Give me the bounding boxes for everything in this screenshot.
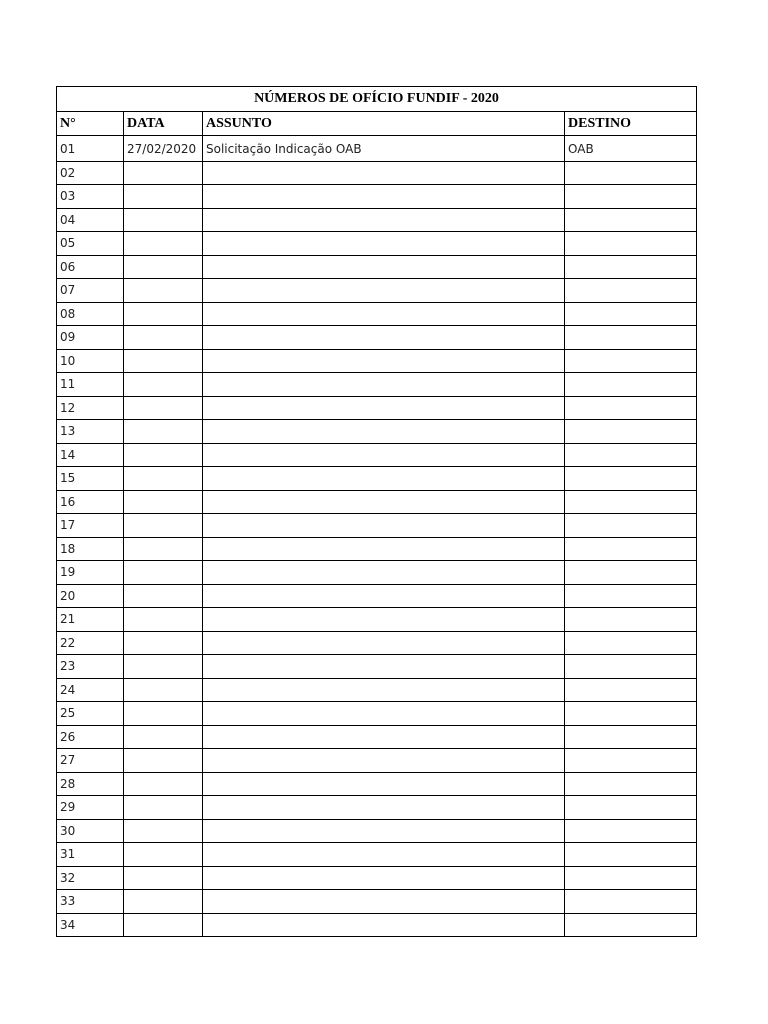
cell-number: 26 (57, 725, 124, 749)
cell-date (124, 725, 203, 749)
oficio-log-table (56, 86, 697, 937)
table-row (57, 255, 697, 279)
cell-destination (565, 655, 697, 679)
cell-number: 04 (57, 208, 124, 232)
cell-destination (565, 772, 697, 796)
cell-date (124, 255, 203, 279)
cell-subject (203, 772, 565, 796)
cell-number: 05 (57, 232, 124, 256)
cell-number: 24 (57, 678, 124, 702)
cell-number: 22 (57, 631, 124, 655)
cell-number: 29 (57, 796, 124, 820)
cell-destination (565, 725, 697, 749)
cell-subject (203, 796, 565, 820)
table-row (57, 208, 697, 232)
cell-number: 03 (57, 185, 124, 209)
cell-date (124, 373, 203, 397)
table-row (57, 136, 697, 162)
cell-subject (203, 467, 565, 491)
cell-destination (565, 749, 697, 773)
table-row (57, 161, 697, 185)
cell-subject (203, 561, 565, 585)
cell-date (124, 749, 203, 773)
cell-number: 32 (57, 866, 124, 890)
cell-date (124, 819, 203, 843)
cell-destination (565, 302, 697, 326)
cell-destination (565, 678, 697, 702)
cell-subject (203, 819, 565, 843)
column-header-date: DATA (124, 112, 203, 136)
cell-number: 18 (57, 537, 124, 561)
cell-subject (203, 631, 565, 655)
cell-destination (565, 373, 697, 397)
cell-number: 31 (57, 843, 124, 867)
header-row (57, 112, 697, 136)
cell-subject (203, 185, 565, 209)
cell-subject (203, 349, 565, 373)
cell-destination (565, 537, 697, 561)
cell-subject (203, 655, 565, 679)
cell-destination (565, 913, 697, 937)
table-row (57, 232, 697, 256)
table-row (57, 843, 697, 867)
cell-number: 10 (57, 349, 124, 373)
cell-date (124, 843, 203, 867)
cell-destination (565, 255, 697, 279)
cell-subject (203, 702, 565, 726)
table-row (57, 514, 697, 538)
cell-destination (565, 232, 697, 256)
table-body (57, 136, 697, 937)
cell-number: 20 (57, 584, 124, 608)
table-row (57, 866, 697, 890)
cell-subject (203, 749, 565, 773)
cell-subject (203, 843, 565, 867)
cell-number: 01 (57, 136, 124, 162)
cell-destination: OAB (565, 136, 697, 162)
table-row (57, 913, 697, 937)
cell-destination (565, 326, 697, 350)
cell-number: 13 (57, 420, 124, 444)
cell-subject (203, 537, 565, 561)
cell-number: 06 (57, 255, 124, 279)
cell-date (124, 302, 203, 326)
table-row (57, 326, 697, 350)
cell-subject (203, 584, 565, 608)
cell-number: 34 (57, 913, 124, 937)
cell-subject (203, 490, 565, 514)
cell-subject (203, 279, 565, 303)
cell-subject (203, 232, 565, 256)
cell-number: 19 (57, 561, 124, 585)
cell-number: 17 (57, 514, 124, 538)
cell-date (124, 608, 203, 632)
cell-destination (565, 467, 697, 491)
cell-number: 23 (57, 655, 124, 679)
cell-subject (203, 514, 565, 538)
title-row (57, 87, 697, 112)
cell-destination (565, 420, 697, 444)
cell-subject (203, 373, 565, 397)
column-header-destination: DESTINO (565, 112, 697, 136)
table-row (57, 678, 697, 702)
cell-date (124, 890, 203, 914)
cell-subject (203, 420, 565, 444)
cell-date (124, 349, 203, 373)
cell-subject (203, 443, 565, 467)
table-row (57, 749, 697, 773)
cell-destination (565, 819, 697, 843)
table-row (57, 396, 697, 420)
cell-number: 07 (57, 279, 124, 303)
table-row (57, 796, 697, 820)
cell-number: 09 (57, 326, 124, 350)
cell-subject (203, 913, 565, 937)
cell-subject (203, 396, 565, 420)
cell-subject (203, 326, 565, 350)
column-header-subject: ASSUNTO (203, 112, 565, 136)
cell-date (124, 796, 203, 820)
cell-destination (565, 631, 697, 655)
table-row (57, 490, 697, 514)
cell-number: 27 (57, 749, 124, 773)
table-row (57, 584, 697, 608)
cell-date (124, 420, 203, 444)
cell-destination (565, 514, 697, 538)
cell-number: 21 (57, 608, 124, 632)
cell-subject (203, 608, 565, 632)
cell-date: 27/02/2020 (124, 136, 203, 162)
table-row (57, 302, 697, 326)
table-row (57, 373, 697, 397)
cell-date (124, 279, 203, 303)
table-row (57, 725, 697, 749)
cell-destination (565, 349, 697, 373)
cell-date (124, 208, 203, 232)
cell-destination (565, 796, 697, 820)
cell-destination (565, 396, 697, 420)
cell-date (124, 584, 203, 608)
table-row (57, 655, 697, 679)
cell-subject (203, 161, 565, 185)
cell-date (124, 443, 203, 467)
cell-date (124, 702, 203, 726)
cell-date (124, 326, 203, 350)
table-title: NÚMEROS DE OFÍCIO FUNDIF - 2020 (57, 87, 697, 112)
cell-destination (565, 890, 697, 914)
cell-subject (203, 725, 565, 749)
cell-destination (565, 866, 697, 890)
cell-destination (565, 208, 697, 232)
table-row (57, 185, 697, 209)
document-sheet (56, 86, 696, 937)
cell-date (124, 631, 203, 655)
cell-date (124, 467, 203, 491)
cell-destination (565, 702, 697, 726)
cell-date (124, 537, 203, 561)
cell-number: 25 (57, 702, 124, 726)
cell-subject: Solicitação Indicação OAB (203, 136, 565, 162)
cell-subject (203, 866, 565, 890)
cell-date (124, 396, 203, 420)
cell-date (124, 913, 203, 937)
cell-date (124, 655, 203, 679)
cell-number: 30 (57, 819, 124, 843)
table-row (57, 349, 697, 373)
cell-number: 15 (57, 467, 124, 491)
cell-date (124, 232, 203, 256)
column-header-number: N° (57, 112, 124, 136)
cell-destination (565, 161, 697, 185)
cell-date (124, 866, 203, 890)
cell-number: 28 (57, 772, 124, 796)
cell-subject (203, 255, 565, 279)
cell-number: 11 (57, 373, 124, 397)
cell-destination (565, 443, 697, 467)
table-row (57, 702, 697, 726)
table-row (57, 467, 697, 491)
cell-date (124, 678, 203, 702)
table-row (57, 819, 697, 843)
table-row (57, 537, 697, 561)
table-row (57, 890, 697, 914)
cell-destination (565, 490, 697, 514)
cell-date (124, 185, 203, 209)
table-row (57, 420, 697, 444)
cell-subject (203, 208, 565, 232)
cell-number: 08 (57, 302, 124, 326)
table-row (57, 608, 697, 632)
table-row (57, 772, 697, 796)
table-row (57, 279, 697, 303)
cell-number: 12 (57, 396, 124, 420)
table-row (57, 631, 697, 655)
cell-destination (565, 584, 697, 608)
cell-subject (203, 302, 565, 326)
cell-destination (565, 608, 697, 632)
cell-number: 33 (57, 890, 124, 914)
cell-number: 14 (57, 443, 124, 467)
cell-subject (203, 890, 565, 914)
cell-destination (565, 185, 697, 209)
cell-date (124, 514, 203, 538)
cell-destination (565, 843, 697, 867)
cell-date (124, 772, 203, 796)
table-row (57, 443, 697, 467)
cell-destination (565, 561, 697, 585)
cell-number: 16 (57, 490, 124, 514)
cell-date (124, 561, 203, 585)
table-row (57, 561, 697, 585)
cell-date (124, 161, 203, 185)
cell-number: 02 (57, 161, 124, 185)
cell-destination (565, 279, 697, 303)
cell-date (124, 490, 203, 514)
cell-subject (203, 678, 565, 702)
